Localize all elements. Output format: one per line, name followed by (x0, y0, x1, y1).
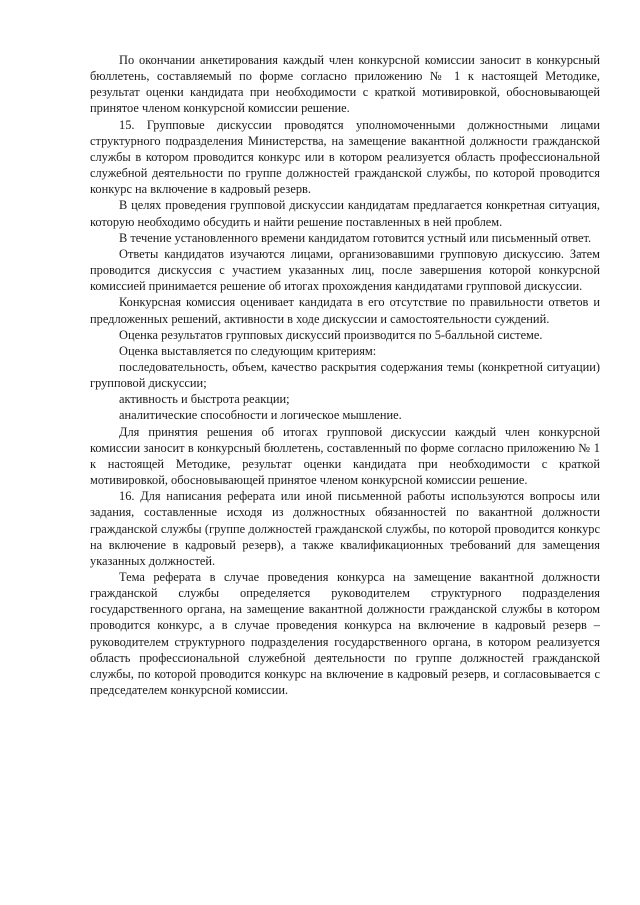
paragraph-five-point-scale: Оценка результатов групповых дискуссий производится по 5-балльной системе. (119, 327, 543, 342)
paragraph-criterion-activity: активность и быстрота реакции; (119, 392, 290, 407)
paragraph-criteria-intro: Оценка выставляется по следующим критериям: (119, 343, 377, 358)
paragraph-criterion-consistency: последовательность, объем, качество раскрытия содержания темы (конкретной ситуации) групповой дискуссии; (90, 359, 600, 391)
paragraph-16-essay-tasks: 16. Для написания реферата или иной письменной работы используются вопросы или задания, составленные исходя из должностных обязанностей по вакантной должности гражданской службы (группе должностей гражданской службы, по которой проводится конкурс на включение в кадровый резерв), а также квалификационных требований для замещения указанных должностей. (90, 489, 600, 568)
paragraph-criterion-analytics: аналитические способности и логическое мышление. (119, 408, 402, 423)
paragraph-answers-review: Ответы кандидатов изучаются лицами, организовавшими групповую дискуссию. Затем проводится дискуссия с участием указанных лиц, после завершения которой конкурсной комиссией принимается решение об итогах прохождения кандидатами групповой дискуссии. (90, 246, 600, 294)
document-body (90, 52, 600, 698)
paragraph-essay-topic: Тема реферата в случае проведения конкурса на замещение вакантной должности гражданской службы определяется руководителем структурного подразделения государственного органа, на замещение вакантной должности гражданской службы в котором проводится конкурс, а в случае проведения конкурса на включение в кадровый резерв – руководителем структурного подразделения государственного органа, в котором реализуется область профессиональной служебной деятельности по группе должностей гражданской службы, по которой проводится конкурс на включение в кадровый резерв, и согласовывается с председателем конкурсной комиссии. (90, 570, 600, 698)
paragraph-discussion-situation: В целях проведения групповой дискуссии кандидатам предлагается конкретная ситуация, которую необходимо обсудить и найти решение поставленных в ней проблем. (90, 198, 600, 229)
paragraph-commission-evaluation: Конкурсная комиссия оценивает кандидата в его отсутствие по правильности ответов и предложенных решений, активности в ходе дискуссии и самостоятельности суждений. (90, 295, 600, 326)
paragraph-15-group-discussions: 15. Групповые дискуссии проводятся уполномоченными должностными лицами структурного подразделения Министерства, на замещение вакантной должности гражданской службы в котором проводится конкурс или в котором реализуется область профессиональной служебной деятельности по группе должностей гражданской службы, по которой проводится конкурс на включение в кадровый резерв. (90, 117, 600, 197)
paragraph-answer-preparation: В течение установленного времени кандидатом готовится устный или письменный ответ. (119, 230, 592, 245)
paragraph-ballot-after-questionnaire: По окончании анкетирования каждый член конкурсной комиссии заносит в конкурсный бюллетень, составляемый по форме согласно приложению № 1 к настоящей Методике, результат оценки кандидата при необходимости с краткой мотивировкой, обосновывающей принятое членом конкурсной комиссии решение. (90, 53, 600, 116)
paragraph-discussion-ballot: Для принятия решения об итогах групповой дискуссии каждый член конкурсной комиссии заносит в конкурсный бюллетень, составленный по форме согласно приложению № 1 к настоящей Методике, результат оценки кандидата при необходимости с краткой мотивировкой, обосновывающей принятое членом конкурсной комиссии решение. (90, 424, 600, 488)
